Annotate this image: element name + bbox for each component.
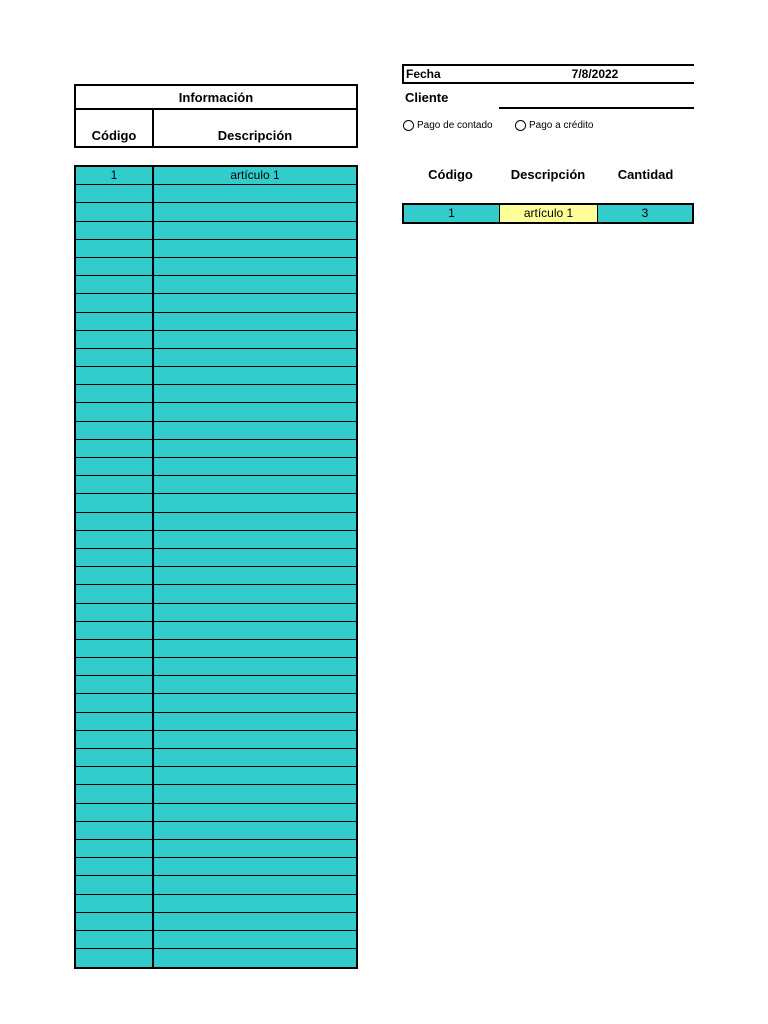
table-row (76, 585, 356, 603)
table-row (76, 440, 356, 458)
description-cell[interactable]: artículo 1 (230, 168, 280, 182)
table-row (76, 731, 356, 749)
description-cell[interactable] (154, 185, 356, 202)
description-cell[interactable] (154, 476, 356, 493)
radio-circle-icon[interactable] (403, 120, 414, 131)
table-row (76, 895, 356, 913)
description-cell[interactable] (154, 731, 356, 748)
code-cell[interactable] (76, 476, 154, 493)
radio-circle-icon[interactable] (515, 120, 526, 131)
code-cell[interactable] (76, 658, 154, 675)
table-row (76, 367, 356, 385)
table-row (76, 222, 356, 240)
table-row (76, 822, 356, 840)
table-row (76, 858, 356, 876)
code-cell[interactable] (76, 549, 154, 566)
description-cell[interactable] (154, 658, 356, 675)
description-cell[interactable] (154, 676, 356, 693)
description-cell[interactable] (154, 840, 356, 857)
description-cell[interactable] (154, 876, 356, 893)
code-cell[interactable] (76, 949, 154, 967)
table-row (76, 567, 356, 585)
code-cell[interactable] (76, 895, 154, 912)
code-cell[interactable] (76, 203, 154, 220)
payment-cash-option[interactable] (403, 120, 493, 131)
code-cell[interactable] (76, 731, 154, 748)
table-row (76, 385, 356, 403)
table-row (76, 876, 356, 894)
table-row (76, 749, 356, 767)
code-cell[interactable] (76, 222, 154, 239)
description-cell[interactable] (154, 294, 356, 311)
table-row (76, 785, 356, 803)
table-row (76, 403, 356, 421)
description-cell[interactable] (154, 531, 356, 548)
code-cell[interactable] (76, 458, 154, 475)
order-quantity-cell[interactable]: 3 (598, 205, 692, 222)
code-cell[interactable] (76, 531, 154, 548)
table-row (76, 767, 356, 785)
payment-credit-label: Pago a crédito (529, 120, 594, 131)
code-cell[interactable] (76, 313, 154, 330)
order-description-cell[interactable]: artículo 1 (500, 205, 598, 222)
description-cell[interactable] (154, 804, 356, 821)
table-row (76, 513, 356, 531)
table-row (76, 422, 356, 440)
table-row (76, 531, 356, 549)
description-cell[interactable] (154, 585, 356, 602)
description-cell[interactable] (154, 949, 356, 967)
table-row (76, 494, 356, 512)
code-cell[interactable] (76, 694, 154, 711)
description-cell[interactable] (154, 749, 356, 766)
description-cell[interactable] (154, 822, 356, 839)
code-cell[interactable] (76, 640, 154, 657)
description-cell[interactable] (154, 440, 356, 457)
code-cell[interactable] (76, 349, 154, 366)
description-cell[interactable] (154, 313, 356, 330)
table-row (76, 276, 356, 294)
code-cell[interactable] (76, 567, 154, 584)
code-cell[interactable] (76, 367, 154, 384)
order-row (402, 203, 694, 224)
code-cell[interactable] (76, 822, 154, 839)
description-cell[interactable] (154, 913, 356, 930)
client-input[interactable] (499, 107, 694, 109)
description-cell[interactable] (154, 858, 356, 875)
code-cell[interactable] (76, 185, 154, 202)
table-row (76, 313, 356, 331)
description-cell[interactable] (154, 640, 356, 657)
description-cell[interactable] (154, 713, 356, 730)
table-row (76, 949, 356, 967)
table-row (76, 804, 356, 822)
table-row (76, 931, 356, 949)
table-row (76, 185, 356, 203)
table-row (76, 604, 356, 622)
table-row (76, 331, 356, 349)
table-row (76, 913, 356, 931)
description-cell[interactable] (154, 203, 356, 220)
code-cell[interactable] (76, 767, 154, 784)
table-row (76, 167, 356, 185)
table-row (76, 640, 356, 658)
table-row (76, 713, 356, 731)
code-cell[interactable] (76, 294, 154, 311)
code-cell[interactable] (76, 931, 154, 948)
table-row (76, 840, 356, 858)
code-cell[interactable] (76, 331, 154, 348)
code-cell[interactable] (76, 913, 154, 930)
code-cell[interactable] (76, 513, 154, 530)
table-row (76, 476, 356, 494)
code-cell[interactable] (76, 258, 154, 275)
table-row (76, 622, 356, 640)
description-cell[interactable] (154, 895, 356, 912)
description-cell[interactable] (154, 549, 356, 566)
table-row (76, 294, 356, 312)
description-cell[interactable] (154, 604, 356, 621)
table-row (76, 658, 356, 676)
payment-cash-label: Pago de contado (417, 120, 493, 131)
description-cell[interactable] (154, 694, 356, 711)
table-row (76, 694, 356, 712)
table-row (76, 549, 356, 567)
description-cell[interactable] (154, 931, 356, 948)
description-cell[interactable] (154, 385, 356, 402)
date-field[interactable] (402, 64, 694, 84)
table-row (76, 203, 356, 221)
description-cell[interactable] (154, 494, 356, 511)
code-cell[interactable]: 1 (76, 167, 154, 184)
order-code-cell[interactable]: 1 (404, 205, 500, 222)
order-column-header-description: Descripción (510, 167, 586, 182)
description-cell[interactable] (154, 622, 356, 639)
item-catalog-table (74, 165, 358, 969)
description-cell[interactable] (154, 222, 356, 239)
code-cell[interactable] (76, 494, 154, 511)
order-column-header-quantity: Cantidad (617, 167, 674, 182)
table-row (76, 349, 356, 367)
description-cell[interactable] (154, 767, 356, 784)
description-cell[interactable] (154, 349, 356, 366)
description-cell[interactable] (154, 567, 356, 584)
description-cell[interactable] (154, 240, 356, 257)
code-cell[interactable] (76, 385, 154, 402)
description-cell[interactable] (154, 785, 356, 802)
code-cell[interactable] (76, 713, 154, 730)
code-cell[interactable] (76, 876, 154, 893)
code-cell[interactable] (76, 622, 154, 639)
code-cell[interactable] (76, 585, 154, 602)
code-cell[interactable] (76, 804, 154, 821)
info-header (74, 84, 358, 148)
code-cell[interactable] (76, 604, 154, 621)
table-row (76, 458, 356, 476)
code-cell[interactable] (76, 240, 154, 257)
date-value[interactable]: 7/8/2022 (571, 67, 619, 81)
code-cell[interactable] (76, 440, 154, 457)
description-cell[interactable] (154, 276, 356, 293)
order-column-header-code: Código (428, 167, 473, 182)
payment-credit-option[interactable] (515, 120, 594, 131)
info-title: Información (76, 86, 356, 110)
description-cell[interactable] (154, 422, 356, 439)
left-column-header-description: Descripción (217, 128, 293, 143)
table-row (76, 240, 356, 258)
code-cell[interactable] (76, 676, 154, 693)
code-cell[interactable] (76, 403, 154, 420)
client-label: Cliente (405, 90, 449, 105)
date-label: Fecha (406, 67, 441, 81)
left-column-header-code: Código (76, 110, 154, 146)
code-cell[interactable] (76, 840, 154, 857)
description-cell[interactable] (154, 403, 356, 420)
description-cell[interactable] (154, 331, 356, 348)
table-row (76, 258, 356, 276)
code-cell[interactable] (76, 422, 154, 439)
code-cell[interactable] (76, 276, 154, 293)
description-cell[interactable] (154, 513, 356, 530)
code-cell[interactable] (76, 749, 154, 766)
description-cell[interactable] (154, 367, 356, 384)
description-cell[interactable] (154, 258, 356, 275)
table-row (76, 676, 356, 694)
code-cell[interactable] (76, 785, 154, 802)
description-cell[interactable] (154, 458, 356, 475)
code-cell[interactable] (76, 858, 154, 875)
